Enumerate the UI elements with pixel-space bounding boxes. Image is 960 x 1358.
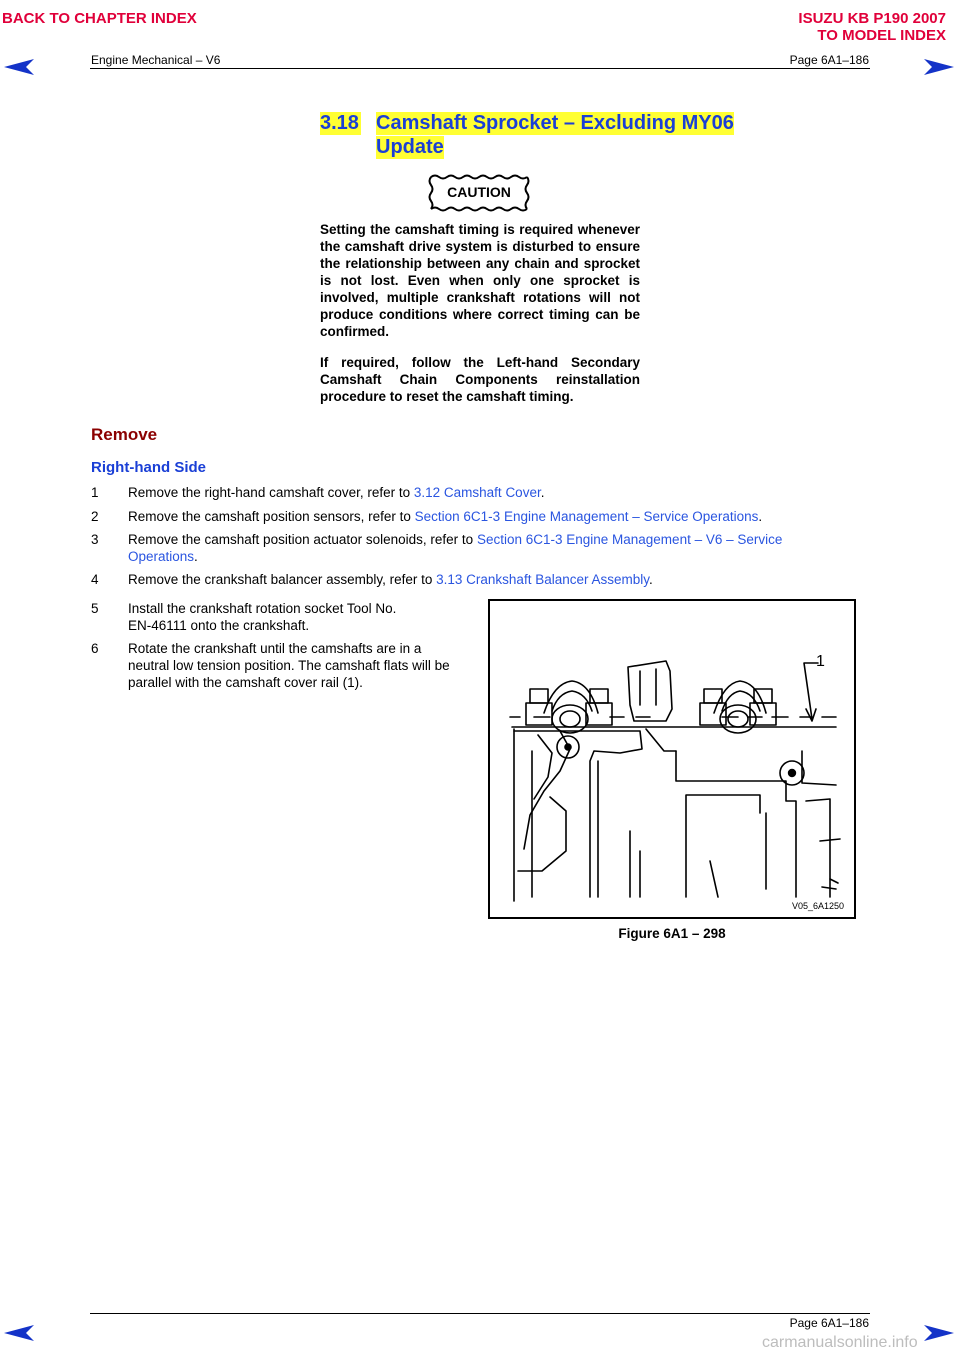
caution-badge	[427, 173, 531, 213]
engine-management-service-link[interactable]: Section 6C1-3 Engine Management – Service Operations	[414, 509, 759, 524]
right-hand-side-heading: Right-hand Side	[91, 459, 206, 476]
back-to-chapter-index-link[interactable]: BACK TO CHAPTER INDEX	[2, 10, 197, 27]
left-arrow-icon[interactable]	[2, 58, 36, 76]
remove-heading: Remove	[91, 425, 158, 444]
caution-paragraph-2: If required, follow the Left-hand Secondary Camshaft Chain Components reinstallation procedure to reset the camshaft timing.	[320, 355, 640, 404]
header-rule	[90, 68, 870, 69]
title-line-2: Update	[376, 136, 444, 158]
watermark: carmanualsonline.info	[762, 1334, 918, 1351]
caution-label: CAUTION	[447, 184, 511, 200]
title-number: 3.18	[320, 112, 359, 134]
title-line-1: Camshaft Sprocket – Excluding MY06	[376, 112, 734, 134]
caution-paragraph-1: Setting the camshaft timing is required whenever the camshaft drive system is disturbed to ensure the relationship between any chain and sprocket is not lost. Even when only one sprocket is involved, multiple crankshaft rotations will not produce conditions where correct timing can be confirmed.	[320, 222, 640, 339]
step-text: parallel with the camshaft cover rail (1).	[128, 675, 363, 690]
step-punct: .	[758, 509, 763, 524]
figure-code: V05_6A1250	[791, 901, 844, 911]
footer-rule	[90, 1313, 870, 1314]
crankshaft-balancer-link[interactable]: 3.13 Crankshaft Balancer Assembly	[436, 572, 649, 587]
step-number: 3	[91, 532, 99, 547]
step-6	[91, 640, 486, 694]
right-arrow-icon[interactable]	[922, 1324, 956, 1342]
step-number: 4	[91, 572, 99, 587]
step-punct: .	[194, 549, 198, 564]
figure-caption: Figure 6A1 – 298	[618, 926, 726, 941]
step-4	[91, 571, 851, 589]
step-5	[91, 600, 481, 636]
step-text: EN-46111 onto the crankshaft.	[128, 618, 310, 633]
figure-callout-1: 1	[816, 653, 825, 670]
step-3	[91, 531, 851, 567]
step-number: 5	[91, 601, 99, 616]
engine-drawing-icon	[490, 601, 854, 917]
step-punct: .	[649, 572, 653, 587]
step-text: Remove the camshaft position sensors, refer to	[128, 509, 415, 524]
step-text: Install the crankshaft rotation socket Tool No.	[128, 601, 397, 616]
page-number-top: Page 6A1–186	[789, 53, 869, 67]
step-number: 6	[91, 641, 99, 656]
step-punct: .	[540, 485, 545, 500]
step-1	[91, 484, 851, 502]
step-number: 2	[91, 509, 99, 524]
step-text: Remove the right-hand camshaft cover, refer to	[128, 485, 414, 500]
section-name: Engine Mechanical – V6	[91, 53, 221, 67]
step-text: Remove the crankshaft balancer assembly, refer to	[128, 572, 437, 587]
step-text: Remove the camshaft position actuator solenoids, refer to	[128, 532, 477, 547]
engine-management-v6-link[interactable]: Section 6C1-3 Engine Management – V6 – Service	[476, 532, 783, 547]
page-number-bottom: Page 6A1–186	[789, 1316, 869, 1330]
camshaft-cover-link[interactable]: 3.12 Camshaft Cover	[413, 485, 541, 500]
model-title: ISUZU KB P190 2007	[798, 10, 946, 27]
right-arrow-icon[interactable]	[922, 58, 956, 76]
step-2	[91, 508, 851, 526]
model-index-label: TO MODEL INDEX	[817, 27, 946, 44]
step-number: 1	[91, 485, 99, 500]
left-arrow-icon[interactable]	[2, 1324, 36, 1342]
step-text: neutral low tension position. The camshaft flats will be	[128, 658, 450, 673]
step-text: Rotate the crankshaft until the camshafts are in a	[128, 641, 422, 656]
engine-management-v6-link-cont[interactable]: Operations	[128, 549, 195, 564]
model-index-link[interactable]	[798, 10, 946, 44]
figure-camshaft-illustration	[488, 599, 856, 919]
